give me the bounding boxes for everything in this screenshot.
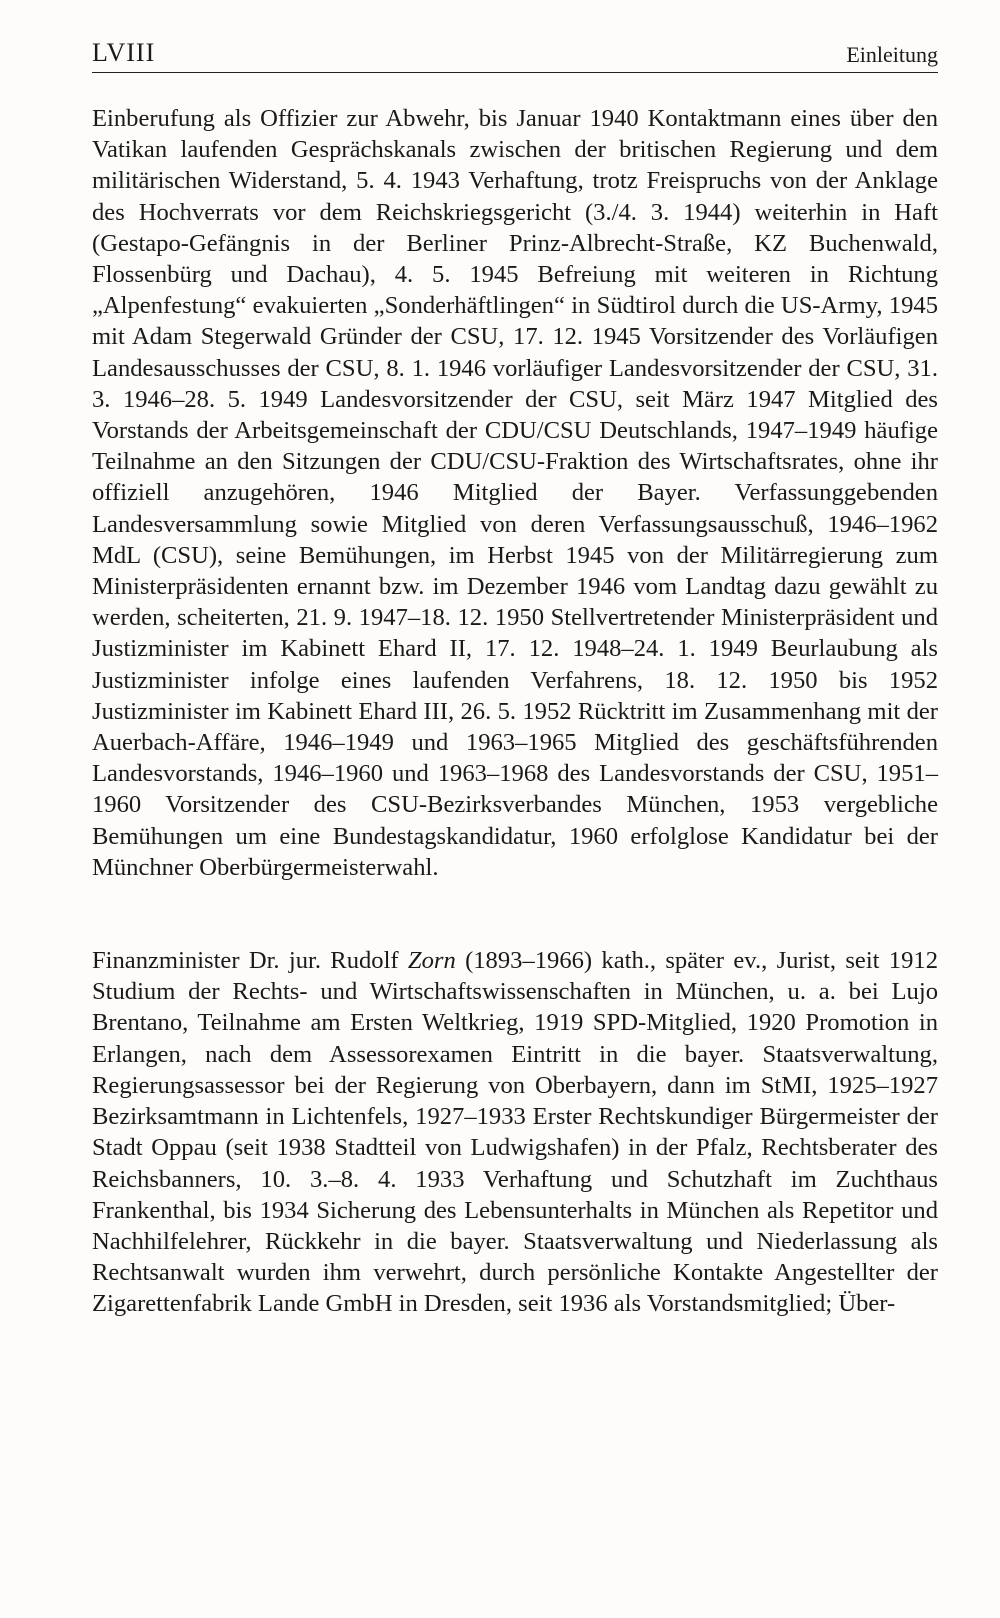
paragraph-text: Einberufung als Offizier zur Abwehr, bis Januar 1940 Kontaktmann eines über den Vatikan laufenden Gesprächskanals zwischen der britischen Regierung und dem militärischen Widerstand, 5. 4. 1943 Verhaftung, trotz Freispruchs von der Anklage des Hochverrats vor dem Reichskriegsgericht (3./4. 3. 1944) weiterhin in Haft (Gestapo-Gefängnis in der Berliner Prinz-Albrecht-Straße, KZ Buchenwald, Flossenbürg und Dachau), 4. 5. 1945 Befreiung mit weiteren in Richtung „Alpenfestung“ evakuierten „Sonderhäftlingen“ in Südtirol durch die US-Army, 1945 mit Adam Stegerwald Gründer der CSU, 17. 12. 1945 Vorsitzender des Vorläufigen Landesausschusses der CSU, 8. 1. 1946 vorläufiger Landesvorsitzender der CSU, 31. 3. 1946–28. 5. 1949 Landesvorsitzender der CSU, seit März 1947 Mitglied des Vorstands der Arbeitsgemeinschaft der CDU/CSU Deutschlands, 1947–1949 häufige Teilnahme an den Sitzungen der CDU/CSU-Fraktion des Wirtschaftsrates, ohne ihr offiziell anzugehören, 1946 Mitglied der Bayer. Verfassunggebenden Landesversammlung sowie Mitglied von deren Verfassungsausschuß, 1946–1962 MdL (CSU), seine Bemühungen, im Herbst 1945 von der Militärregierung zum Ministerpräsidenten ernannt bzw. im Dezember 1946 vom Landtag dazu gewählt zu werden, scheiterten, 21. 9. 1947–18. 12. 1950 Stellvertretender Ministerpräsident und Justizminister im Kabinett Ehard II, 17. 12. 1948–24. 1. 1949 Beurlaubung als Justizminister infolge eines laufenden Verfahrens, 18. 12. 1950 bis 1952 Justizminister im Kabinett Ehard III, 26. 5. 1952 Rücktritt im Zusammenhang mit der Auerbach-Affäre, 1946–1949 und 1963–1965 Mitglied des geschäftsführenden Landesvorstands, 1946–1960 und 1963–1968 des Landesvorstands der CSU, 1951–1960 Vorsitzender des CSU-Bezirksverbandes München, 1953 vergebliche Bemühungen um eine Bundestagskandidatur, 1960 erfolglose Kandidatur bei der Münchner Oberbürgermeisterwahl.: [92, 105, 938, 881]
body-text: [92, 103, 938, 1320]
person-name: Zorn: [407, 947, 456, 975]
paragraph-text: (1893–1966) kath., später ev., Jurist, seit 1912 Studium der Rechts- und Wirtschaftswissenschaften in München, u. a. bei Lujo Brentano, Teilnahme am Ersten Weltkrieg, 1919 SPD-Mitglied, 1920 Promotion in Erlangen, nach dem Assessorexamen Eintritt in die bayer. Staatsverwaltung, Regierungsassessor bei der Regierung von Oberbayern, dann im StMI, 1925–1927 Bezirksamtmann in Lichtenfels, 1927–1933 Erster Rechtskundiger Bürgermeister der Stadt Oppau (seit 1938 Stadtteil von Ludwigshafen) in der Pfalz, Rechtsberater des Reichsbanners, 10. 3.–8. 4. 1933 Verhaftung und Schutzhaft im Zuchthaus Frankenthal, bis 1934 Sicherung des Lebensunterhalts in München als Repetitor und Nachhilfelehrer, Rückkehr in die bayer. Staatsverwaltung und Niederlassung als Rechtsanwalt wurden ihm verwehrt, durch persönliche Kontakte Angestellter der Zigarettenfabrik Lande GmbH in Dresden, seit 1936 als Vorstandsmitglied; Über-: [92, 947, 938, 1318]
paragraph-biography-zorn: [92, 945, 938, 1319]
book-page: [92, 34, 938, 1320]
section-title: Einleitung: [846, 42, 938, 67]
page-number: LVIII: [92, 38, 156, 67]
paragraph-biography-continued: [92, 103, 938, 883]
running-head: [92, 34, 938, 73]
paragraph-lead: Finanzminister Dr. jur. Rudolf: [92, 947, 408, 975]
